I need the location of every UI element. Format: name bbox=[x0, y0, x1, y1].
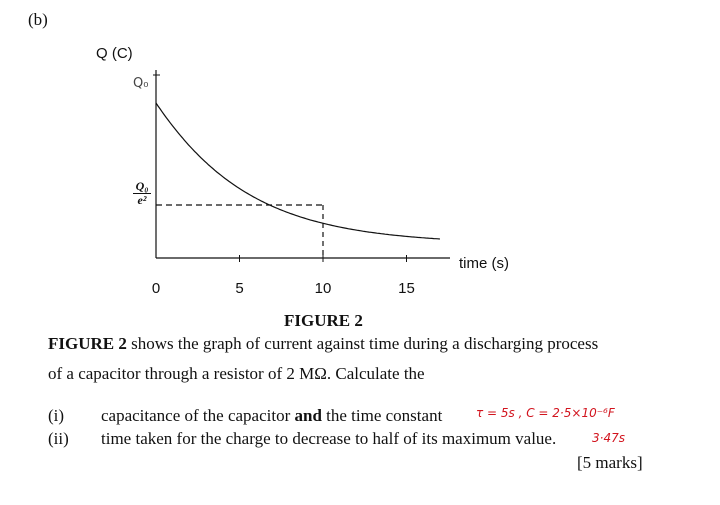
question-ii-handwritten-answer: 3·47s bbox=[592, 431, 625, 445]
question-i-text-before: capacitance of the capacitor bbox=[101, 406, 295, 425]
e2-denominator: e² bbox=[137, 193, 147, 207]
x-tick-label-5: 5 bbox=[235, 280, 244, 297]
question-i-text-after: the time constant bbox=[321, 406, 443, 425]
figure-description-line1 bbox=[48, 334, 598, 354]
x-axis-label: time (s) bbox=[459, 255, 509, 272]
figure-description-line2: of a capacitor through a resistor of 2 MΩ. Calculate the bbox=[48, 364, 425, 383]
x-tick-label-15: 15 bbox=[398, 280, 415, 297]
x-tick-label-10: 10 bbox=[314, 280, 332, 297]
question-i-text-bold: and bbox=[294, 406, 322, 425]
part-label: (b) bbox=[28, 10, 48, 29]
q0-numerator: Q₀ bbox=[133, 180, 151, 194]
question-i-number: (i) bbox=[48, 406, 65, 425]
question-i-handwritten-answer: τ = 5s , C = 2·5×10⁻⁶F bbox=[476, 406, 615, 420]
figure-caption: FIGURE 2 bbox=[284, 311, 363, 330]
figure-line1-text: shows the graph of current against time during a discharging process bbox=[126, 334, 599, 353]
q0-over-e2-label bbox=[133, 180, 151, 207]
decay-curve bbox=[156, 103, 440, 239]
marks-label: [5 marks] bbox=[577, 453, 643, 472]
question-ii-number: (ii) bbox=[48, 429, 69, 448]
figure-ref-bold: FIGURE 2 bbox=[48, 334, 127, 353]
question-i-text bbox=[101, 406, 442, 426]
x-tick-label-0: 0 bbox=[151, 280, 161, 297]
y-axis-label: Q (C) bbox=[96, 45, 133, 62]
question-ii-text: time taken for the charge to decrease to half of its maximum value. bbox=[101, 429, 557, 448]
q0-handwritten-label: Q₀ bbox=[133, 76, 149, 91]
